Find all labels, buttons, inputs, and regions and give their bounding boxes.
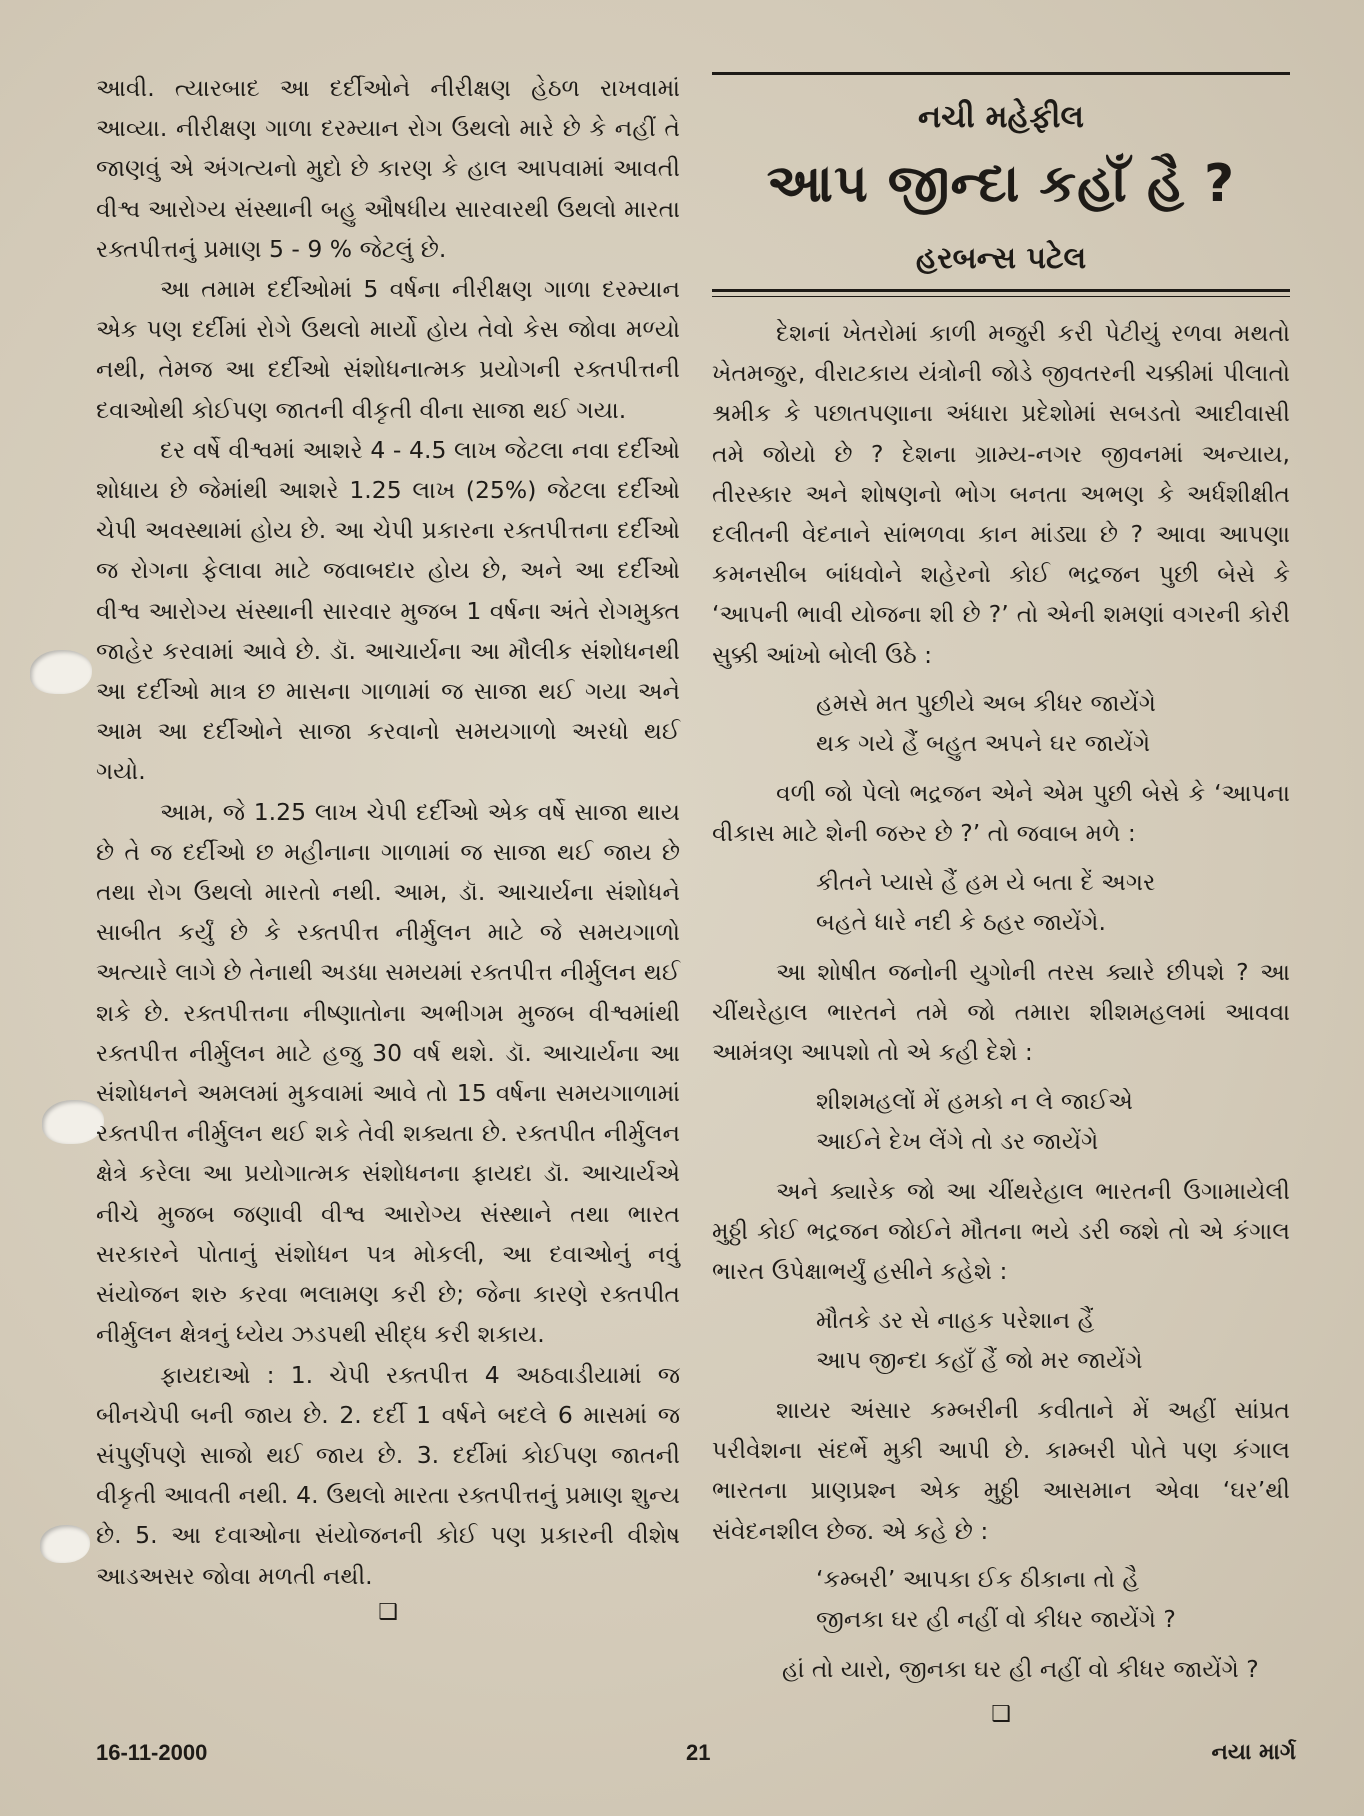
verse-line: ‘કમ્બરી’ આપકા ઈક ઠીકાના તો હૈ — [816, 1564, 1140, 1593]
verse-line: મૌતકે ડર સે નાહક પરેશાન હૈં — [816, 1305, 1095, 1334]
top-rule — [712, 72, 1290, 75]
page-number: 21 — [686, 1740, 711, 1765]
article-paragraph: આ તમામ દર્દીઓમાં 5 વર્ષના નીરીક્ષણ ગાળા દરમ્યાન એક પણ દર્દીમાં રોગે ઉથલો માર્યો હોય તેવો કેસ જોવા મળ્યો નથી, તેમજ આ દર્દીઓ સંશોધનાત્મક પ્રયોગની રક્તપીત્તની દવાઓથી કોઈપણ જાતની વીકૃતી વીના સાજા થઈ ગયા. — [96, 275, 680, 424]
article-headline: આપ જીન્દા કહાઁ હૈ ? — [766, 154, 1236, 214]
article-paragraph: આ શોષીત જનોની યુગોની તરસ ક્યારે છીપશે ? આ ચીંથરેહાલ ભારતને તમે જો તમારા શીશમહલમાં આવવા આમંત્રણ આપશો તો એ કહી દેશે : — [712, 958, 1290, 1067]
punch-hole — [30, 650, 92, 694]
verse-couplet — [712, 862, 1290, 942]
verse-line: જીનકા ઘર હી નહીં વો કીધર જાયેંગે ? — [816, 1605, 1176, 1634]
verse-line: થક ગયે હૈં બહુત અપને ઘર જાયેંગે — [816, 729, 1151, 758]
verse-line: શીશમહલોં મેં હમકો ન લે જાઈએ — [816, 1086, 1133, 1115]
verse-line: હાં તો યારો, જીનકા ઘર હી નહીં વો કીધર જાયેંગે ? — [782, 1655, 1259, 1684]
issue-date: 16-11-2000 — [96, 1740, 208, 1765]
verse-line: કીતને પ્યાસે હૈં હમ યે બતા દેં અગર — [816, 867, 1156, 896]
article-paragraph: વળી જો પેલો ભદ્રજન એને એમ પુછી બેસે કે ‘આપના વીકાસ માટે શેની જરુર છે ?’ તો જવાબ મળે : — [712, 779, 1290, 848]
article-paragraph: દેશનાં ખેતરોમાં કાળી મજુરી કરી પેટીયું રળવા મથતો ખેતમજુર, વીરાટકાય યંત્રોની જોડે જીવતરની ચક્કીમાં પીલાતો શ્રમીક કે પછાતપણાના અંધારા પ્રદેશોમાં સબડતો આદીવાસી તમે જોયો છે ? દેશના ગ્રામ્ય-નગર જીવનમાં અન્યાય, તીરસ્કાર અને શોષણનો ભોગ બનતા અભણ કે અર્ધશીક્ષીત દલીતની વેદનાને સાંભળવા કાન માંડ્યા છે ? આવા આપણા કમનસીબ બાંધવોને શહેરનો કોઈ ભદ્રજન પુછી બેસે કે ‘આપની ભાવી યોજના શી છે ?’ તો એની શમણાં વગરની કોરી સુક્કી આંખો બોલી ઉઠે : — [712, 319, 1290, 669]
author-byline: હરબન્સ પટેલ — [915, 241, 1087, 276]
article-paragraph: અને ક્યારેક જો આ ચીંથરેહાલ ભારતની ઉગામાયેલી મુઠ્ઠી કોઈ ભદ્રજન જોઈને મૌતના ભયે ડરી જશે તો એ કંગાલ ભારત ઉપેક્ષાભર્યું હસીને કહેશે : — [712, 1177, 1290, 1286]
end-of-article-mark: ❑ — [378, 1599, 398, 1625]
verse-couplet — [712, 1559, 1290, 1639]
verse-line: બહતે ધારે નદી કે ઠહર જાયેંગે. — [816, 907, 1106, 936]
article-paragraph: આમ, જે 1.25 લાખ ચેપી દર્દીઓ એક વર્ષે સાજા થાય છે તે જ દર્દીઓ છ મહીનાના ગાળામાં જ સાજા થઈ જાય છે તથા રોગ ઉથલો મારતો નથી. આમ, ડૉ. આચાર્યના સંશોધને સાબીત કર્યું છે કે રક્તપીત્ત નીર્મુલન માટે જે સમયગાળો અત્યારે લાગે છે તેનાથી અડધા સમયમાં રક્તપીત્ત નીર્મુલન થઈ શકે છે. રક્તપીત્તના નીષ્ણાતોના અભીગમ મુજબ વીશ્વમાંથી રક્તપીત્ત નીર્મુલન માટે હજુ 30 વર્ષ થશે. ડૉ. આચાર્યના આ સંશોધનને અમલમાં મુકવામાં આવે તો 15 વર્ષના સમયગાળામાં રક્તપીત્ત નીર્મુલન થઈ શકે તેવી શક્યતા છે. રક્તપીત નીર્મુલન ક્ષેત્રે કરેલા આ પ્રયોગાત્મક સંશોધનના ફાયદા ડૉ. આચાર્યએ નીચે મુજબ જણાવી વીશ્વ આરોગ્ય સંસ્થાને તથા ભારત સરકારને પોતાનું સંશોધન પત્ર મોકલી, આ દવાઓનું નવું સંયોજન શરુ કરવા ભલામણ કરી છે; જેના કારણે રક્તપીત નીર્મુલન ક્ષેત્રનું ધ્યેય ઝડપથી સીદ્ધ કરી શકાય. — [96, 797, 680, 1349]
right-column — [712, 68, 1290, 1730]
article-paragraph: આવી. ત્યારબાદ આ દર્દીઓને નીરીક્ષણ હેઠળ રાખવામાં આવ્યા. નીરીક્ષણ ગાળા દરમ્યાન રોગ ઉથલો મારે છે કે નહીં તે જાણવું એ અંગત્યનો મુદો છે કારણ કે હાલ આપવામાં આવતી વીશ્વ આરોગ્ય સંસ્થાની બહુ ઔષધીય સારવારથી ઉથલો મારતા રક્તપીત્તનું પ્રમાણ 5 - 9 % જેટલું છે. — [96, 74, 680, 263]
verse-couplet — [712, 1300, 1290, 1380]
end-of-article-mark: ❑ — [991, 1701, 1011, 1727]
publication-name: નયા માર્ગ — [1211, 1740, 1296, 1765]
punch-hole — [42, 1100, 104, 1144]
verse-line: આપ જીન્દા કહાઁ હૈં જો મર જાયેંગે — [816, 1345, 1143, 1374]
left-column — [96, 68, 680, 1628]
verse-couplet — [712, 1081, 1290, 1161]
column-kicker: નચી મહેફીલ — [918, 99, 1084, 135]
verse-line: હમસે મત પુછીયે અબ કીધર જાયેંગે — [816, 688, 1156, 717]
benefits-paragraph: ફાયદાઓ : 1. ચેપી રક્તપીત્ત 4 અઠવાડીયામાં જ બીનચેપી બની જાય છે. 2. દર્દી 1 વર્ષને બદલે 6 માસમાં જ સંપુર્ણપણે સાજો થઈ જાય છે. 3. દર્દીમાં કોઈપણ જાતની વીકૃતી આવતી નથી. 4. ઉથલો મારતા રક્તપીત્તનું પ્રમાણ શુન્ય છે. 5. આ દવાઓના સંયોજનની કોઈ પણ પ્રકારની વીશેષ આડઅસર જોવા મળતી નથી. — [96, 1360, 680, 1590]
byline-rule — [712, 289, 1290, 297]
page-footer — [96, 1740, 1296, 1776]
verse-couplet — [712, 683, 1290, 763]
verse-line: આઈને દેખ લેંગે તો ડર જાયેંગે — [816, 1126, 1099, 1155]
article-paragraph: દર વર્ષે વીશ્વમાં આશરે 4 - 4.5 લાખ જેટલા નવા દર્દીઓ શોધાય છે જેમાંથી આશરે 1.25 લાખ (25%) જેટલા દર્દીઓ ચેપી અવસ્થામાં હોય છે. આ ચેપી પ્રકારના રક્તપીત્તના દર્દીઓ જ રોગના ફેલાવા માટે જવાબદાર હોય છે, અને આ દર્દીઓ વીશ્વ આરોગ્ય સંસ્થાની સારવાર મુજબ 1 વર્ષના અંતે રોગમુક્ત જાહેર કરવામાં આવે છે. ડૉ. આચાર્યના આ મૌલીક સંશોધનથી આ દર્દીઓ માત્ર છ માસના ગાળામાં જ સાજા થઈ ગયા અને આમ આ દર્દીઓને સાજા કરવાનો સમયગાળો અરધો થઈ ગયો. — [96, 435, 680, 786]
article-paragraph: શાયર અંસાર કમ્બરીની કવીતાને મેં અહીં સાંપ્રત પરીવેશના સંદર્ભે મુકી આપી છે. કામ્બરી પોતે પણ કંગાલ ભારતના પ્રાણપ્રશ્ન એક મુઠ્ઠી આસમાન એવા ‘ઘર’થી સંવેદનશીલ છેજ. એ કહે છે : — [712, 1396, 1290, 1545]
closing-verse — [712, 1649, 1290, 1689]
punch-hole — [40, 1525, 90, 1563]
